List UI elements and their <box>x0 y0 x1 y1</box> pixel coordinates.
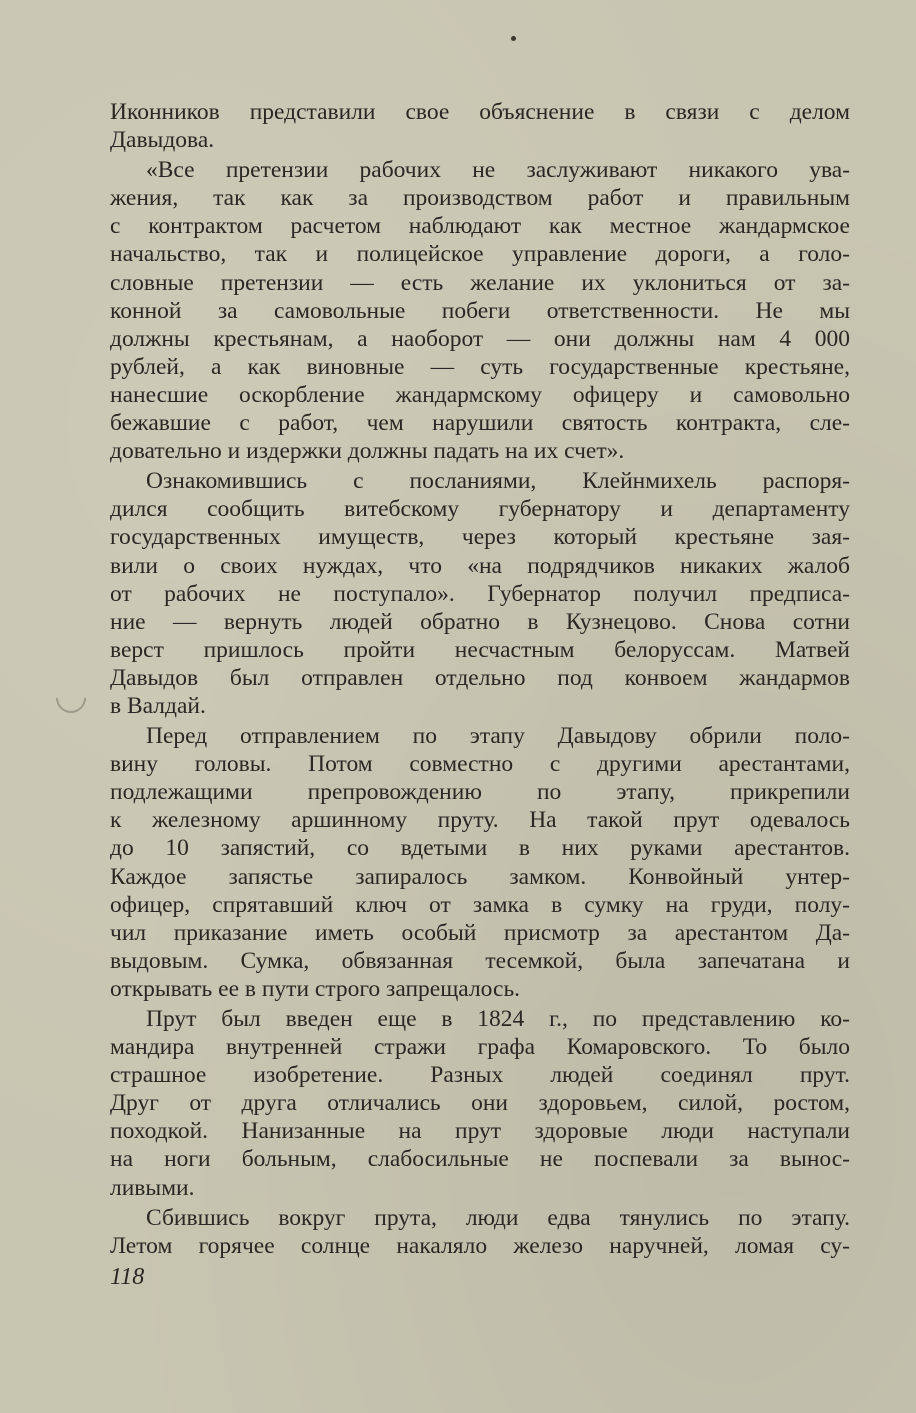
text-line: на ноги больным, слабосильные не поспевали за вынос- <box>110 1146 850 1173</box>
paragraph <box>110 98 850 154</box>
text-line: от рабочих не поступало». Губернатор получил предписа- <box>110 580 850 607</box>
text-line: офицер, спрятавший ключ от замка в сумку на груди, полу- <box>110 891 850 918</box>
text-line: чил приказание иметь особый присмотр за арестантом Да- <box>110 919 850 946</box>
text-line: вину головы. Потом совместно с другими арестантами, <box>110 751 850 778</box>
text-line: Летом горячее солнце накаляло железо наручней, ломая су- <box>110 1232 850 1259</box>
text-line: Сбившись вокруг прута, люди едва тянулись по этапу. <box>146 1204 850 1231</box>
text-line: Каждое запястье запиралось замком. Конвойный унтер- <box>110 863 850 890</box>
page-number: 118 <box>110 1264 145 1290</box>
paragraph <box>110 1204 850 1260</box>
text-line: в Валдай. <box>110 692 206 719</box>
text-line: мандира внутренней стражи графа Комаровского. То было <box>110 1034 850 1061</box>
text-line: подлежащими препровождению по этапу, прикрепили <box>110 779 850 806</box>
text-line: Прут был введен еще в 1824 г., по представлению ко- <box>146 1006 850 1032</box>
text-line: должны крестьянам, а наоборот — они должны нам 4 000 <box>110 325 850 352</box>
text-line: верст пришлось пройти несчастным белоруссам. Матвей <box>110 636 850 663</box>
paragraph <box>110 1005 850 1202</box>
paragraph <box>110 156 850 465</box>
text-line: вили о своих нуждах, что «на подрядчиков никаких жалоб <box>110 552 850 579</box>
paragraph <box>110 722 850 1003</box>
text-line: дился сообщить витебскому губернатору и департаменту <box>110 496 850 523</box>
text-line: с контрактом расчетом наблюдают как местное жандармское <box>110 213 850 240</box>
text-line: открывать ее в пути строго запрещалось. <box>110 975 521 1002</box>
print-dot <box>511 36 516 41</box>
text-line: Давыдова. <box>110 127 215 154</box>
text-line: государственных имуществ, через который крестьяне зая- <box>110 524 850 551</box>
text-line: бежавшие с работ, чем нарушили святость контракта, сле- <box>110 410 850 437</box>
body-text <box>110 98 850 1260</box>
text-line: ние — вернуть людей обратно в Кузнецово. Снова сотни <box>110 608 850 635</box>
text-line: Перед отправлением по этапу Давыдову обрили поло- <box>146 723 850 750</box>
text-line: нанесшие оскорбление жандармскому офицеру и самовольно <box>110 381 850 408</box>
text-line: Друг от друга отличались они здоровьем, силой, ростом, <box>110 1090 850 1117</box>
text-line: до 10 запястий, со вдетыми в них руками арестантов. <box>110 835 850 862</box>
text-line: жения, так как за производством работ и правильным <box>110 185 850 212</box>
text-line: к железному аршинному пруту. На такой прут одевалось <box>110 807 850 834</box>
text-line: Давыдов был отправлен отдельно под конвоем жандармов <box>110 664 850 691</box>
text-line: довательно и издержки должны падать на их счет». <box>110 438 625 465</box>
text-line: рублей, а как виновные — суть государственные крестьяне, <box>110 353 850 380</box>
text-line: походкой. Нанизанные на прут здоровые люди наступали <box>110 1118 850 1145</box>
text-line: словные претензии — есть желание их уклониться от за- <box>110 269 850 296</box>
text-line: выдовым. Сумка, обвязанная тесемкой, была запечатана и <box>110 947 850 974</box>
text-line: начальство, так и полицейское управление дороги, а голо- <box>110 241 850 268</box>
text-line: «Все претензии рабочих не заслуживают никакого ува- <box>146 157 850 184</box>
text-line: страшное изобретение. Разных людей соединял прут. <box>110 1062 850 1089</box>
paragraph <box>110 467 850 720</box>
text-line: Ознакомившись с посланиями, Клейнмихель распоря- <box>146 468 850 495</box>
text-line: ливыми. <box>110 1174 195 1201</box>
text-line: Иконников представили свое объяснение в связи с делом <box>110 99 850 125</box>
text-line: конной за самовольные побеги ответственности. Не мы <box>110 297 850 324</box>
